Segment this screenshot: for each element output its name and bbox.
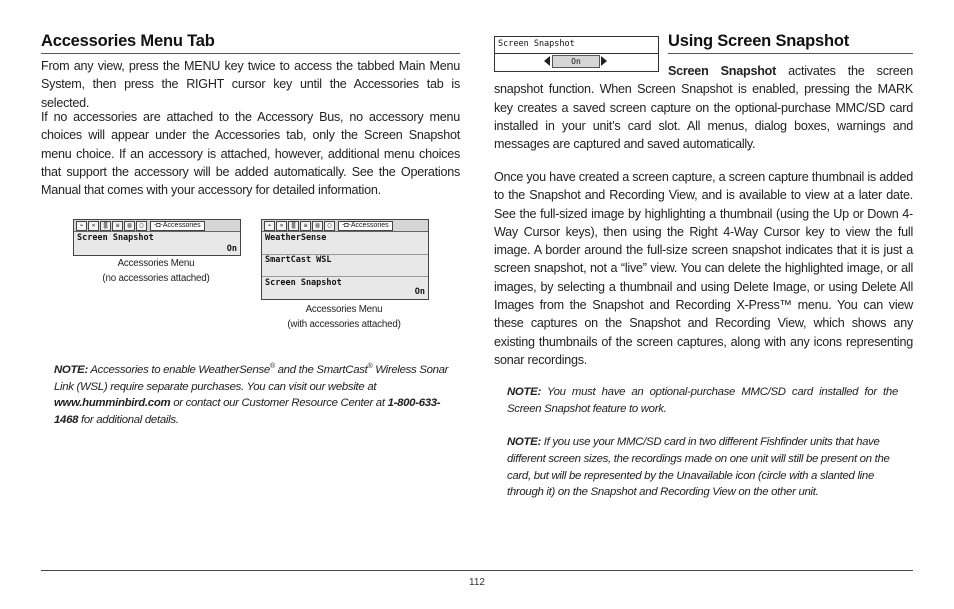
- menu-tab-strip: [74, 220, 240, 232]
- note-text-2: and the SmartCast: [274, 363, 368, 376]
- snapshot-note-1: [507, 384, 898, 418]
- menu-row-smartcast-wsl: [262, 255, 428, 277]
- menu-row-label: SmartCast WSL: [265, 255, 332, 265]
- accessories-paragraph-1: From any view, press the MENU key twice to access the tabbed Main Menu System, then press the RIGHT cursor key until the Accessories tab is selected.: [41, 59, 460, 110]
- page-number: 112: [469, 577, 485, 588]
- tab-navigation-icon: ≡: [300, 221, 311, 231]
- note-text: If you use your MMC/SD card in two different Fishfinder units that have different screen sizes, the recordings made on one unit will still be present on the card, but will be represented by the Unavailable icon (circle with a slanted line through it) on the Snapshot and Recording View on the other unit.: [507, 436, 890, 499]
- widget-title: Screen Snapshot: [498, 39, 575, 49]
- tab-accessories: -◘-Accessories: [150, 221, 205, 231]
- tab-sonar-icon: ▒: [288, 221, 299, 231]
- menu-tab-strip: [262, 220, 428, 232]
- tab-network-icon: ▢: [136, 221, 147, 231]
- snapshot-note-2: [507, 434, 898, 501]
- tab-chart-icon: ▤: [124, 221, 135, 231]
- menu1-caption-line1: Accessories Menu: [117, 258, 195, 269]
- tab-chart-icon: ▤: [312, 221, 323, 231]
- menu-row-label: Screen Snapshot: [265, 278, 342, 288]
- tab-setup-icon: ✕: [88, 221, 99, 231]
- widget-value: On: [571, 57, 581, 66]
- note-text: You must have an optional-purchase MMC/SD card installed for the Screen Snapshot feature to work.: [507, 386, 898, 415]
- note-label: NOTE:: [54, 363, 88, 376]
- note-label: NOTE:: [507, 436, 541, 448]
- heading-rule-right: [668, 53, 913, 54]
- note-text-1: Accessories to enable WeatherSense: [87, 363, 270, 376]
- tab-setup-icon: ✕: [276, 221, 287, 231]
- menu2-caption: [261, 303, 427, 332]
- menu-row-label: Screen Snapshot: [77, 233, 154, 243]
- menu-row-weathersense: [262, 232, 428, 254]
- registered-mark: ®: [367, 363, 373, 370]
- note-text-4: or contact our Customer Resource Center at: [170, 397, 388, 410]
- tab-alarms-icon: ⌁: [264, 221, 275, 231]
- accessories-note: [54, 359, 450, 429]
- menu-row-label: WeatherSense: [265, 233, 327, 243]
- tab-sonar-icon: ▒: [100, 221, 111, 231]
- tab-alarms-icon: ⌁: [76, 221, 87, 231]
- snapshot-paragraph-1: [494, 62, 913, 153]
- screen-snapshot-term: Screen Snapshot: [668, 64, 777, 78]
- menu-row-value: On: [414, 287, 425, 297]
- accessories-menu-screenshot-no-accessories: [73, 219, 241, 256]
- widget-divider: [495, 53, 658, 54]
- menu-row-screen-snapshot: [74, 232, 240, 254]
- note-text-5: for additional details.: [78, 414, 179, 427]
- tab-navigation-icon: ≡: [112, 221, 123, 231]
- tab-network-icon: ▢: [324, 221, 335, 231]
- note-text-3: Wireless Sonar Link (WSL) require separate purchases. You can visit our website at: [54, 363, 449, 393]
- paragraph-1-text: activates the screen snapshot function. When Screen Snapshot is enabled, pressing the MARK key creates a saved screen capture on the optional-purchase MMC/SD card installed in your unit’s card slot. All menus, dialog boxes, warnings and messages are captured and saved automatically.: [494, 64, 913, 152]
- footer-rule: [41, 570, 913, 571]
- menu1-caption: [73, 257, 239, 286]
- menu-row-screen-snapshot: [262, 277, 428, 299]
- accessories-heading: Accessories Menu Tab: [41, 32, 215, 50]
- registered-mark: ®: [269, 363, 275, 370]
- screen-snapshot-heading: Using Screen Snapshot: [668, 32, 850, 50]
- note-label: NOTE:: [507, 386, 541, 398]
- menu2-caption-line2: (with accessories attached): [287, 318, 401, 330]
- accessories-menu-screenshot-with-accessories: [261, 219, 429, 300]
- snapshot-paragraph-2: Once you have created a screen capture, a screen capture thumbnail is added to the Snapshot and Recording View, and is available to view at a later date. See the full-sized image by highlighting a thumbnail (using the Up or Down 4-Way Cursor keys), then using the Right 4-Way Cursor key to view the full image. A border around the full-size screen snapshot indicates that it is just a screen snapshot, not a “live” view. You can delete the highlighted image, or all images, by selecting a thumbnail and using Delete Image, or using Delete All Images from the Snapshot and Recording X-Press™ menu. You can view these captures on the Snapshot and Recording View, which shows any existing thumbnails of the screen captures, along with any icons representing sonar recordings.: [494, 170, 913, 367]
- tab-accessories: -◘-Accessories: [338, 221, 393, 231]
- menu1-caption-line2: (no accessories attached): [102, 272, 210, 284]
- phone-number: 1-800-633-1468: [54, 397, 441, 427]
- accessories-paragraph-2: If no accessories are attached to the Accessory Bus, no accessory menu choices will appear under the Accessories tab, only the Screen Snapshot menu choice. If an accessory is attached, however, additional menu choices that support the accessory will be added automatically. See the Operations Manual that comes with your accessory for detailed information.: [41, 110, 460, 198]
- heading-rule-left: [41, 53, 460, 54]
- menu2-caption-line1: Accessories Menu: [305, 304, 383, 315]
- menu-row-value: On: [226, 244, 237, 254]
- website-link[interactable]: www.humminbird.com: [54, 397, 171, 410]
